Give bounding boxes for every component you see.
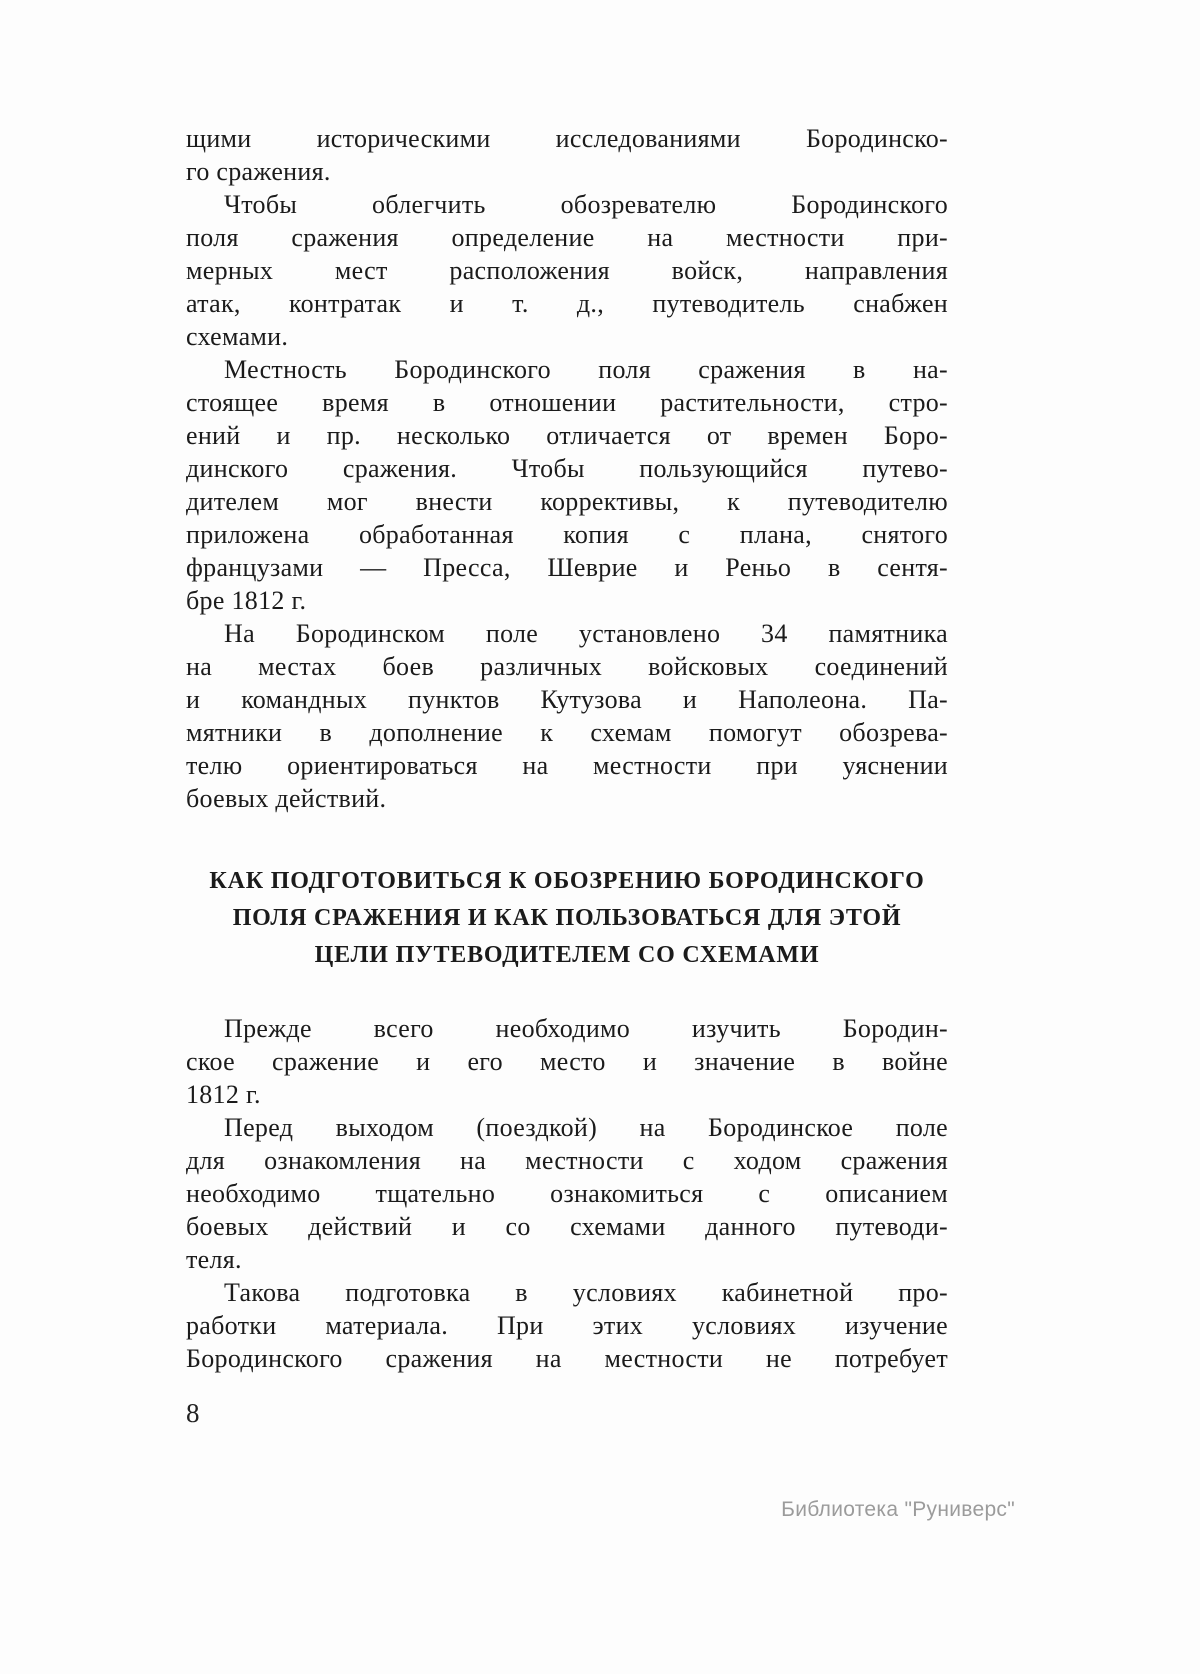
page-number: 8 (186, 1398, 200, 1428)
paragraph (186, 188, 948, 353)
text-line: теля. (186, 1245, 242, 1274)
text-line: Прежде всего необходимо изучить Бородин- (224, 1014, 948, 1043)
paragraph (186, 1111, 948, 1276)
text-line: Такова подготовка в условиях кабинетной про- (224, 1278, 948, 1307)
library-watermark: Библиотека "Руниверс" (781, 1498, 1015, 1521)
text-line: боевых действий. (186, 784, 387, 813)
text-line: 1812 г. (186, 1080, 261, 1109)
paragraph (186, 617, 948, 815)
text-line: ений и пр. несколько отличается от времен Боро- (186, 421, 948, 450)
text-line: щими историческими исследованиями Бородинско- (186, 124, 948, 153)
text-line: поля сражения определение на местности при- (186, 223, 948, 252)
text-line: телю ориентироваться на местности при уяснении (186, 751, 948, 780)
text-line: Перед выходом (поездкой) на Бородинское поле (224, 1113, 948, 1142)
text-line: бре 1812 г. (186, 586, 307, 615)
text-line: Чтобы облегчить обозревателю Бородинского (224, 190, 948, 219)
heading-line: КАК ПОДГОТОВИТЬСЯ К ОБОЗРЕНИЮ БОРОДИНСКОГО (209, 868, 925, 894)
text-line: работки материала. При этих условиях изучение (186, 1311, 948, 1340)
section-heading (186, 863, 948, 974)
text-line: мятники в дополнение к схемам помогут обозрева- (186, 718, 948, 747)
text-line: боевых действий и со схемами данного путеводи- (186, 1212, 948, 1241)
paragraph (186, 122, 948, 188)
text-line: дителем мог внести коррективы, к путеводителю (186, 487, 948, 516)
text-line: Бородинского сражения на местности не потребует (186, 1344, 948, 1373)
heading-line: ЦЕЛИ ПУТЕВОДИТЕЛЕМ СО СХЕМАМИ (314, 942, 820, 968)
text-line: для ознакомления на местности с ходом сражения (186, 1146, 948, 1175)
text-line: на местах боев различных войсковых соединений (186, 652, 948, 681)
text-line: атак, контратак и т. д., путеводитель снабжен (186, 289, 948, 318)
text-line: схемами. (186, 322, 289, 351)
text-line: На Бородинском поле установлено 34 памятника (224, 619, 948, 648)
paragraph (186, 1012, 948, 1111)
text-line: необходимо тщательно ознакомиться с описанием (186, 1179, 948, 1208)
heading-line: ПОЛЯ СРАЖЕНИЯ И КАК ПОЛЬЗОВАТЬСЯ ДЛЯ ЭТОЙ (232, 905, 902, 931)
text-line: французами — Пресса, Шеврие и Реньо в сентя- (186, 553, 948, 582)
text-column (186, 122, 948, 1375)
text-line: динского сражения. Чтобы пользующийся путево- (186, 454, 948, 483)
text-line: приложена обработанная копия с плана, снятого (186, 520, 948, 549)
paragraph (186, 1276, 948, 1375)
text-line: ское сражение и его место и значение в войне (186, 1047, 948, 1076)
text-line: Местность Бородинского поля сражения в на- (224, 355, 948, 384)
paragraph (186, 353, 948, 617)
text-line: стоящее время в отношении растительности, стро- (186, 388, 948, 417)
text-line: мерных мест расположения войск, направления (186, 256, 948, 285)
text-line: и командных пунктов Кутузова и Наполеона. Па- (186, 685, 948, 714)
text-line: го сражения. (186, 157, 331, 186)
